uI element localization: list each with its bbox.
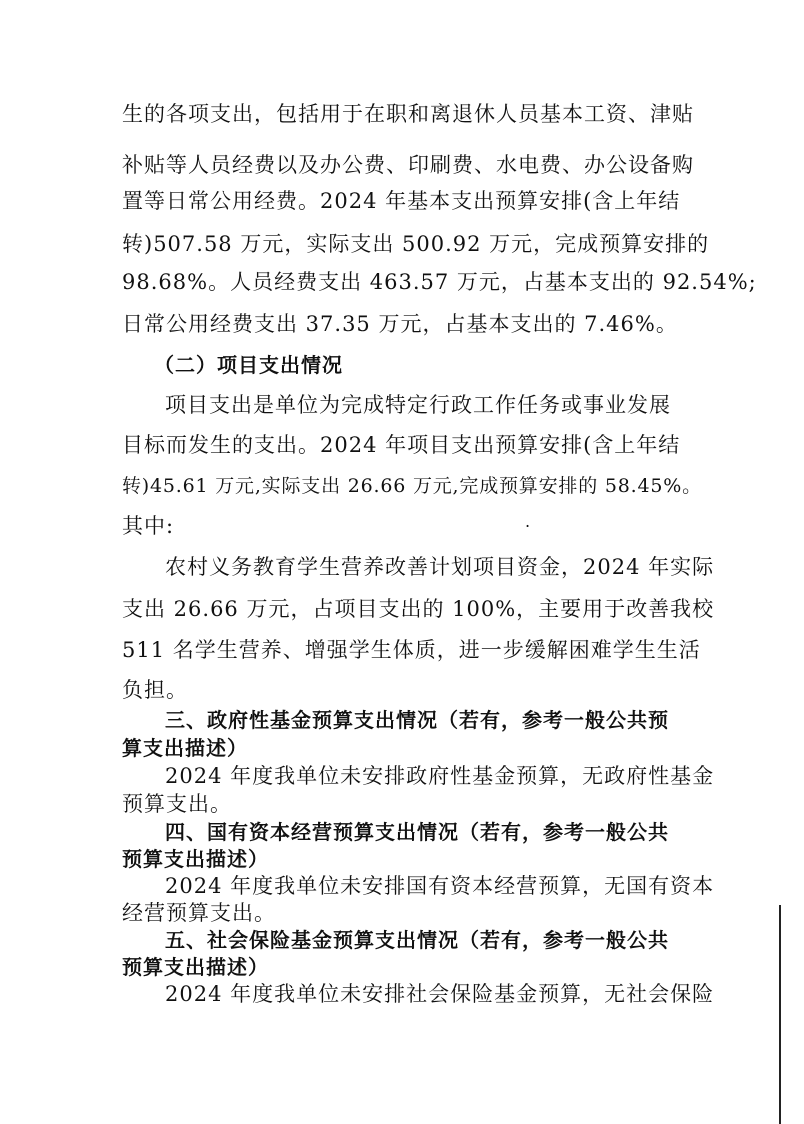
section-subheading: （二）项目支出情况: [154, 353, 343, 377]
body-line: 日常公用经费支出 37.35 万元，占基本支出的 7.46%。: [122, 312, 678, 336]
section-heading: 四、国有资本经营预算支出情况（若有，参考一般公共: [165, 820, 669, 844]
body-line: 补贴等人员经费以及办公费、印刷费、水电费、办公设备购: [122, 153, 694, 177]
body-line: 农村义务教育学生营养改善计划项目资金，2024 年实际: [165, 555, 715, 579]
body-line: 生的各项支出，包括用于在职和离退休人员基本工资、津贴: [122, 102, 694, 126]
body-line: 置等日常公用经费。2024 年基本支出预算安排(含上年结: [122, 189, 681, 213]
body-line: 项目支出是单位为完成特定行政工作任务或事业发展: [165, 393, 671, 417]
body-line: 转)507.58 万元，实际支出 500.92 万元，完成预算安排的: [122, 232, 710, 256]
body-line: 目标而发生的支出。2024 年项目支出预算安排(含上年结: [122, 433, 681, 457]
section-heading: 预算支出描述）: [122, 847, 269, 871]
body-line: 98.68%。人员经费支出 463.57 万元，占基本支出的 92.54%;: [122, 270, 757, 294]
body-line: 预算支出。: [122, 792, 232, 816]
section-heading: 预算支出描述）: [122, 955, 269, 979]
body-line: 负担。: [122, 678, 188, 702]
scan-edge-line: [779, 905, 781, 1124]
body-line: 2024 年度我单位未安排国有资本经营预算，无国有资本: [165, 874, 715, 898]
body-line: 转)45.61 万元,实际支出 26.66 万元,完成预算安排的 58.45%。: [122, 475, 702, 497]
section-heading: 五、社会保险基金预算支出情况（若有，参考一般公共: [165, 928, 669, 952]
body-line: 其中:: [122, 514, 175, 538]
body-line: 经营预算支出。: [122, 901, 276, 925]
body-line: 2024 年度我单位未安排社会保险基金预算，无社会保险: [165, 982, 715, 1006]
section-heading: 三、政府性基金预算支出情况（若有，参考一般公共预: [165, 708, 669, 732]
body-line: 2024 年度我单位未安排政府性基金预算，无政府性基金: [165, 764, 715, 788]
stray-mark: .: [525, 512, 531, 531]
section-heading: 算支出描述）: [122, 736, 248, 760]
body-line: 支出 26.66 万元，占项目支出的 100%，主要用于改善我校: [122, 597, 715, 621]
body-line: 511 名学生营养、增强学生体质，进一步缓解困难学生生活: [122, 638, 701, 662]
